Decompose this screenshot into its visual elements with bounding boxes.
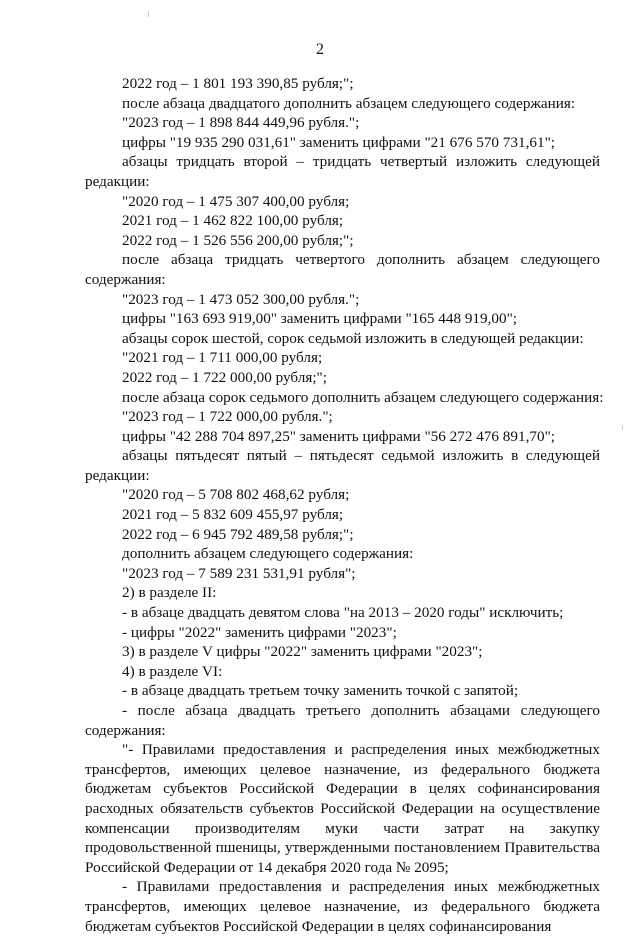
paragraph-4: цифры "19 935 290 031,61" заменить цифрами "21 676 570 731,61"; — [122, 133, 555, 151]
paragraph-14: 2022 год – 1 722 000,00 рубля;"; — [122, 368, 327, 386]
paragraph-10: "2023 год – 1 473 052 300,00 рубля."; — [122, 290, 360, 308]
paragraph-9: после абзаца тридцать четвертого дополнить абзацем следующего содержания: — [85, 251, 600, 288]
paragraph-22: дополнить абзацем следующего содержания: — [122, 545, 414, 563]
scan-mark-top — [148, 11, 149, 17]
paragraph-16: "2023 год – 1 722 000,00 рубля."; — [122, 408, 333, 426]
paragraph-27: 3) в разделе V цифры "2022" заменить цифрами "2023"; — [122, 643, 483, 661]
paragraph-19: "2020 год – 5 708 802 468,62 рубля; — [122, 486, 350, 504]
paragraph-2: после абзаца двадцатого дополнить абзацем следующего содержания: — [122, 94, 576, 112]
paragraph-5: абзацы тридцать второй – тридцать четвертый изложить следующей редакции: — [85, 153, 600, 190]
page-number: 2 — [316, 41, 324, 58]
document-body — [85, 74, 604, 936]
paragraph-7: 2021 год – 1 462 822 100,00 рубля; — [122, 212, 344, 230]
paragraph-29: - в абзаце двадцать третьем точку заменить точкой с запятой; — [122, 682, 519, 700]
paragraph-15: после абзаца сорок седьмого дополнить абзацем следующего содержания: — [122, 388, 604, 406]
paragraph-23: "2023 год – 7 589 231 531,91 рубля"; — [122, 564, 356, 582]
paragraph-21: 2022 год – 6 945 792 489,58 рубля;"; — [122, 525, 354, 543]
paragraph-20: 2021 год – 5 832 609 455,97 рубля; — [122, 506, 344, 524]
paragraph-28: 4) в разделе VI: — [122, 662, 223, 680]
paragraph-1: 2022 год – 1 801 193 390,85 рубля;"; — [122, 75, 354, 92]
paragraph-13: "2021 год – 1 711 000,00 рубля; — [122, 349, 323, 367]
scan-mark-right — [622, 425, 623, 430]
paragraph-24: 2) в разделе II: — [122, 584, 217, 602]
paragraph-11: цифры "163 693 919,00" заменить цифрами "165 448 919,00"; — [122, 310, 518, 328]
paragraph-18: абзацы пятьдесят пятый – пятьдесят седьмой изложить в следующей редакции: — [85, 447, 600, 484]
paragraph-3: "2023 год – 1 898 844 449,96 рубля."; — [122, 114, 360, 132]
paragraph-12: абзацы сорок шестой, сорок седьмой изложить в следующей редакции: — [122, 329, 584, 347]
paragraph-6: "2020 год – 1 475 307 400,00 рубля; — [122, 192, 350, 210]
paragraph-32: - Правилами предоставления и распределения иных межбюджетных трансфертов, имеющих целевое назначение, из федерального бюджета бюджетам субъектов Российской Федерации в целях софинансирования — [85, 878, 600, 935]
paragraph-26: - цифры "2022" заменить цифрами "2023"; — [122, 623, 397, 641]
paragraph-8: 2022 год – 1 526 556 200,00 рубля;"; — [122, 231, 354, 249]
paragraph-25: - в абзаце двадцать девятом слова "на 2013 – 2020 годы" исключить; — [122, 604, 564, 622]
paragraph-17: цифры "42 288 704 897,25" заменить цифрами "56 272 476 891,70"; — [122, 427, 555, 445]
paragraph-30: - после абзаца двадцать третьего дополнить абзацами следующего содержания: — [85, 702, 600, 739]
paragraph-31: "- Правилами предоставления и распределения иных межбюджетных трансфертов, имеющих целевое назначение, из федерального бюджета бюджетам субъектов Российской Федерации в целях софинансирования расходных обязательств субъектов Российской Федерации на осуществление компенсации производителям муки части затрат на закупку продовольственной пшеницы, утвержденными постановлением Правительства Российской Федерации от 14 декабря 2020 года № 2095; — [85, 741, 600, 876]
